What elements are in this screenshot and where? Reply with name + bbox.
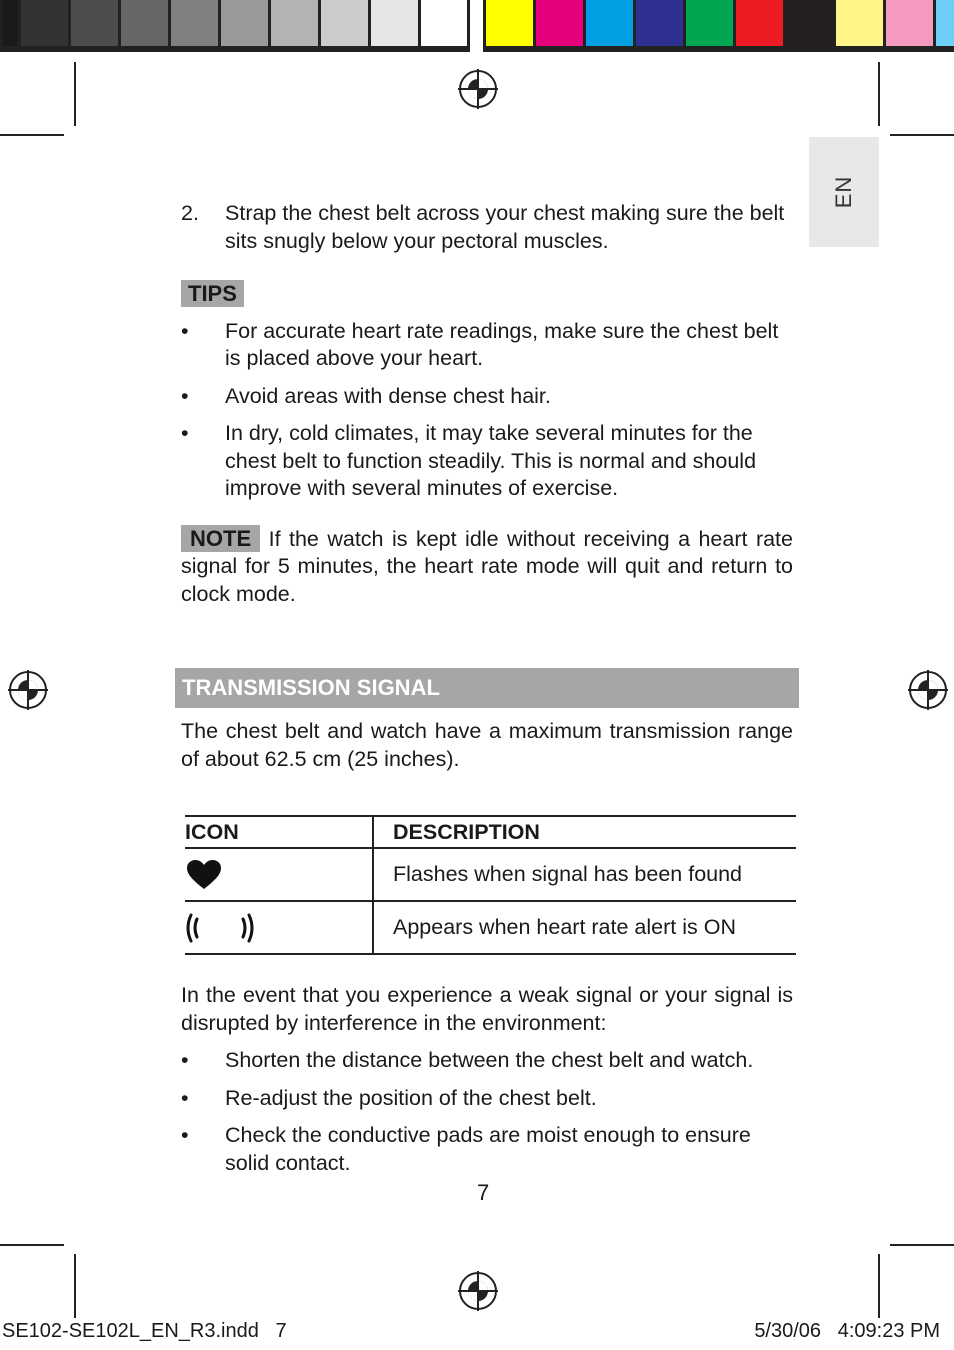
color-swatch [586, 0, 633, 46]
weak-signal-text: Check the conductive pads are moist enough to ensure solid contact. [225, 1123, 751, 1175]
weak-signal-block [181, 982, 793, 1187]
registration-mark-icon [8, 670, 48, 710]
weak-signal-text: Shorten the distance between the chest belt and watch. [225, 1048, 754, 1072]
color-swatch [536, 0, 583, 46]
language-label: EN [831, 175, 856, 209]
table-cell-icon [185, 848, 373, 901]
tip-text: For accurate heart rate readings, make sure the chest belt is placed above your heart. [225, 318, 779, 370]
table-header-icon: ICON [185, 816, 373, 848]
color-calibration-bar [483, 0, 954, 52]
weak-signal-list [181, 1047, 793, 1177]
color-swatch [636, 0, 683, 46]
icon-table [185, 815, 796, 955]
table-row [185, 901, 796, 954]
crop-mark [890, 1244, 954, 1246]
step-text: Strap the chest belt across your chest making sure the belt sits snugly below your pectoral muscles. [225, 201, 785, 253]
color-swatch [486, 0, 533, 46]
transmission-intro: The chest belt and watch have a maximum transmission range of about 62.5 cm (25 inches). [181, 719, 793, 771]
list-item [181, 1122, 793, 1177]
weak-signal-intro: In the event that you experience a weak signal or your signal is disrupted by interference in the environment: [181, 983, 793, 1035]
page-number: 7 [477, 1180, 490, 1205]
table-cell-description: Appears when heart rate alert is ON [373, 901, 796, 954]
note-label: NOTE [181, 525, 260, 552]
heart-icon [186, 859, 222, 891]
language-tab [809, 137, 879, 247]
tip-text: Avoid areas with dense chest hair. [225, 383, 551, 408]
list-item [181, 318, 793, 373]
list-item [181, 420, 793, 503]
color-swatch [886, 0, 933, 46]
bullet-icon: • [181, 1123, 189, 1147]
color-swatch [936, 0, 954, 46]
grayscale-calibration-bar [0, 0, 470, 52]
note-text: If the watch is kept idle without receiving a heart rate signal for 5 minutes, the heart rate mode will quit and return to clock mode. [181, 526, 793, 606]
crop-mark [878, 1254, 880, 1318]
list-item [181, 1085, 793, 1113]
color-swatch [736, 0, 783, 46]
tip-text: In dry, cold climates, it may take several minutes for the chest belt to function steadily. This is normal and should improve with several minutes of exercise. [225, 421, 757, 500]
bullet-icon: • [181, 318, 189, 343]
registration-mark-icon [458, 69, 498, 109]
tips-header [181, 280, 793, 309]
crop-mark [74, 62, 76, 126]
registration-mark-icon [908, 670, 948, 710]
color-swatch [836, 0, 883, 46]
crop-mark [0, 1244, 64, 1246]
gray-swatch [321, 0, 368, 46]
step-item [181, 200, 793, 255]
bullet-icon: • [181, 1085, 189, 1110]
table-header-row [185, 816, 796, 848]
weak-signal-text: Re-adjust the position of the chest belt. [225, 1085, 597, 1110]
gray-swatch [3, 0, 18, 46]
list-item [181, 383, 793, 411]
table-cell-icon [185, 901, 373, 954]
footer-filename: SE102-SE102L_EN_R3.indd 7 [2, 1320, 287, 1342]
crop-mark [890, 134, 954, 136]
note-paragraph [181, 525, 793, 609]
bullet-icon: • [181, 421, 189, 445]
gray-swatch [171, 0, 218, 46]
alert-waves-icon [185, 912, 255, 944]
step-number: 2. [181, 201, 199, 225]
gray-swatch [421, 0, 467, 46]
page-content [181, 200, 793, 608]
table-row [185, 848, 796, 901]
table-cell-description: Flashes when signal has been found [373, 848, 796, 901]
bullet-icon: • [181, 1048, 189, 1072]
gray-swatch [371, 0, 418, 46]
footer-timestamp: 5/30/06 4:09:23 PM [754, 1320, 940, 1342]
tips-label: TIPS [181, 280, 244, 307]
gray-swatch [271, 0, 318, 46]
tips-list [181, 318, 793, 503]
registration-mark-icon [458, 1271, 498, 1311]
crop-mark [74, 1254, 76, 1318]
color-swatch [786, 0, 833, 46]
color-swatch [686, 0, 733, 46]
gray-swatch [71, 0, 118, 46]
crop-mark [0, 134, 64, 136]
table-header-description: DESCRIPTION [373, 816, 796, 848]
gray-swatch [121, 0, 168, 46]
section-heading: TRANSMISSION SIGNAL [175, 668, 799, 708]
gray-swatch [221, 0, 268, 46]
gray-swatch [21, 0, 68, 46]
bullet-icon: • [181, 383, 189, 408]
transmission-intro-block [181, 718, 793, 773]
list-item [181, 1047, 793, 1075]
crop-mark [878, 62, 880, 126]
